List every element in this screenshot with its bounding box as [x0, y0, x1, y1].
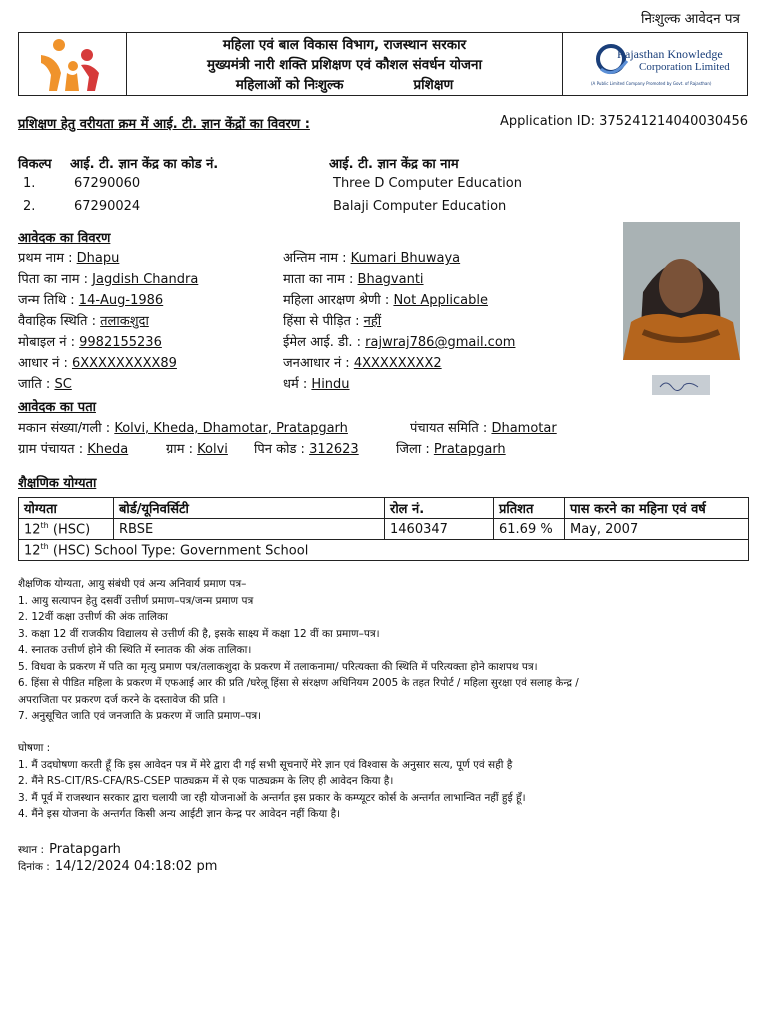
aadhar-value: 6XXXXXXXXX89	[71, 356, 177, 371]
list-item: 2. मैंने RS-CIT/RS-CFA/RS-CSEP पाठ्यक्रम में से एक पाठ्यक्रम के लिए ही आवेदन किया है।	[18, 775, 394, 787]
mother-label: माता का नाम :	[283, 272, 354, 287]
signature-icon	[652, 375, 710, 395]
centre-row-1-no: 1.	[23, 176, 36, 191]
col-passing: पास करने का महिना एवं वर्ष	[565, 498, 749, 519]
qualification-cell: 12th (HSC)	[19, 519, 114, 540]
form-type-title: निःशुल्क आवेदन पत्र	[640, 11, 740, 27]
header-titles	[127, 35, 562, 95]
caste-value: SC	[54, 377, 72, 392]
village-row	[166, 439, 228, 457]
school-type-cell: 12th (HSC) School Type: Government School	[19, 540, 749, 561]
district-row	[396, 439, 506, 457]
place-label: स्थान :	[18, 844, 45, 856]
gp-row	[18, 439, 128, 457]
first-name-row	[18, 248, 119, 266]
marital-label: वैवाहिक स्थिति :	[18, 314, 96, 329]
header-line-3a: महिलाओं को निःशुल्क	[235, 77, 344, 93]
centre-row-1-name: Three D Computer Education	[333, 176, 522, 191]
date-value: 14/12/2024 04:18:02 pm	[54, 859, 218, 874]
percent-cell: 61.69 %	[494, 519, 565, 540]
centres-section-title: प्रशिक्षण हेतु वरीयता क्रम में आई. टी. ज्ञान केंद्रों का विवरण :	[18, 117, 310, 132]
person-photo-icon	[623, 222, 740, 360]
email-value: rajwraj786@gmail.com	[365, 335, 516, 350]
email-label: ईमेल आई. डी. :	[283, 335, 362, 350]
rkcl-name-line-1: Rajasthan Knowledge	[617, 47, 723, 61]
col-roll: रोल नं.	[385, 498, 494, 519]
application-id: Application ID: 375241214040030456	[499, 114, 748, 129]
documents-intro: शैक्षणिक योग्यता, आयु संबंधी एवं अन्य अनिवार्य प्रमाण पत्र–	[18, 578, 247, 590]
pin-value: 312623	[309, 442, 359, 457]
centre-row-2-name: Balaji Computer Education	[333, 199, 507, 214]
religion-label: धर्म :	[283, 377, 308, 392]
wcd-logo-cell	[19, 33, 127, 95]
house-row	[18, 418, 348, 436]
janaadhar-label: जनआधार नं :	[283, 356, 350, 371]
dob-value: 14-Aug-1986	[78, 293, 164, 308]
education-table	[18, 497, 749, 561]
col-board: बोर्ड/यूनिवर्सिटी	[114, 498, 385, 519]
village-label: ग्राम :	[166, 442, 193, 457]
declaration-list	[18, 740, 526, 823]
marital-row	[18, 311, 149, 329]
col-name-header: आई. टी. ज्ञान केंद्र का नाम	[329, 157, 459, 172]
list-item: अपराजिता पर प्रकरण दर्ज करने के दस्तावेज की प्रति ।	[18, 693, 226, 706]
date-row	[18, 855, 217, 874]
last-name-value: Kumari Bhuwaya	[350, 251, 461, 266]
house-value: Kolvi, Kheda, Dhamotar, Pratapgarh	[114, 421, 348, 436]
last-name-label: अन्तिम नाम :	[283, 251, 347, 266]
mobile-value: 9982155236	[79, 335, 162, 350]
passing-cell: May, 2007	[565, 519, 749, 540]
reservation-row	[283, 290, 488, 308]
list-item: 4. मैंने इस योजना के अन्तर्गत किसी अन्य आईटी ज्ञान केन्द्र पर आवेदन नहीं किया है।	[18, 808, 341, 820]
mother-row	[283, 269, 424, 287]
list-item: 3. मैं पूर्व में राजस्थान सरकार द्वारा चलायी जा रही योजनाओं के अन्तर्गत इस प्रकार के कम्प्यूटर कोर्स के अन्तर्गत लाभान्वित नहीं हुई हूँ।	[18, 791, 526, 804]
father-row	[18, 269, 198, 287]
rkcl-name-line-2: Corporation Limited	[639, 61, 730, 73]
list-item: 1. आयु सत्यापन हेतु दसवीं उत्तीर्ण प्रमाण–पत्र/जन्म प्रमाण पत्र	[18, 594, 254, 607]
mother-value: Bhagvanti	[357, 272, 424, 287]
list-item: 7. अनुसूचित जाति एवं जनजाति के प्रकरण में जाति प्रमाण–पत्र।	[18, 710, 262, 722]
dob-label: जन्म तिथि :	[18, 293, 75, 308]
email-row	[283, 332, 515, 350]
dob-row	[18, 290, 163, 308]
header-line-2: मुख्यमंत्री नारी शक्ति प्रशिक्षण एवं कौशल संवर्धन योजना	[206, 57, 483, 73]
reservation-label: महिला आरक्षण श्रेणी :	[283, 293, 390, 308]
list-item: 6. हिंसा से पीडित महिला के प्रकरण में एफआई आर की प्रति /घरेलू हिंसा से संरक्षण अधिनियम 2005 के तहत रिपोर्ट / महिला सुरक्षा एवं सलाह केन्द्र /	[18, 677, 579, 689]
samiti-row	[410, 418, 557, 436]
col-qualification: योग्यता	[19, 498, 114, 519]
samiti-value: Dhamotar	[491, 421, 557, 436]
rkcl-tagline: (A Public Limited Company Promoted by Govt. of Rajasthan)	[591, 81, 712, 86]
applicant-photo	[623, 222, 740, 360]
first-name-value: Dhapu	[76, 251, 120, 266]
violence-row	[283, 311, 381, 329]
mobile-row	[18, 332, 162, 350]
col-code-header: आई. टी. ज्ञान केंद्र का कोड नं.	[70, 157, 219, 172]
applicant-heading: आवेदक का विवरण	[18, 231, 111, 246]
violence-value: नहीं	[363, 314, 382, 329]
date-label: दिनांक :	[18, 861, 50, 873]
list-item: 3. कक्षा 12 वीं राजकीय विद्यालय से उत्तीर्ण की है, इसके साक्ष्य में कक्षा 12 वीं का प्रमाण–पत्र।	[18, 627, 380, 640]
janaadhar-value: 4XXXXXXXX2	[353, 356, 442, 371]
pin-label: पिन कोड :	[254, 442, 305, 457]
header-box	[18, 32, 748, 96]
place-value: Pratapgarh	[49, 842, 121, 857]
aadhar-label: आधार नं :	[18, 356, 68, 371]
list-item: 2. 12वीं कक्षा उत्तीर्ण की अंक तालिका	[18, 611, 168, 623]
address-heading: आवेदक का पता	[18, 400, 96, 415]
house-label: मकान संख्या/गली :	[18, 421, 111, 436]
rkcl-logo-cell	[562, 33, 747, 95]
header-line-1: महिला एवं बाल विकास विभाग, राजस्थान सरकार	[222, 37, 467, 53]
education-heading: शैक्षणिक योग्यता	[18, 476, 97, 491]
gp-value: Kheda	[87, 442, 129, 457]
col-option-header: विकल्प	[18, 157, 52, 172]
centre-row-2-no: 2.	[23, 199, 36, 214]
janaadhar-row	[283, 353, 442, 371]
education-header-row	[19, 498, 749, 519]
centre-row-2-code: 67290024	[74, 199, 141, 214]
documents-list	[18, 576, 579, 725]
caste-label: जाति :	[18, 377, 51, 392]
pin-row	[254, 439, 359, 457]
mobile-label: मोबाइल नं :	[18, 335, 75, 350]
samiti-label: पंचायत समिति :	[410, 421, 488, 436]
applicant-signature	[652, 375, 710, 395]
board-cell: RBSE	[114, 519, 385, 540]
father-label: पिता का नाम :	[18, 272, 89, 287]
first-name-label: प्रथम नाम :	[18, 251, 73, 266]
religion-row	[283, 374, 350, 392]
last-name-row	[283, 248, 460, 266]
table-row	[19, 519, 749, 540]
district-value: Pratapgarh	[433, 442, 506, 457]
marital-value: तलाकशुदा	[100, 314, 149, 329]
list-item: 1. मैं उदघोषणा करती हूँ कि इस आवेदन पत्र में मेरे द्वारा दी गई सभी सूचनाऐं मेरे ज्ञान एवं विश्वास के अनुसार सत्य, पूर्ण एवं सही है	[18, 758, 513, 771]
declaration-heading: घोषणा :	[18, 742, 51, 754]
gp-label: ग्राम पंचायत :	[18, 442, 84, 457]
centre-row-1-code: 67290060	[74, 176, 141, 191]
list-item: 4. स्नातक उत्तीर्ण होने की स्थिति में स्नातक की अंक तालिका।	[18, 644, 252, 656]
village-value: Kolvi	[197, 442, 228, 457]
aadhar-row	[18, 353, 177, 371]
caste-row	[18, 374, 72, 392]
violence-label: हिंसा से पीड़ित :	[283, 314, 360, 329]
district-label: जिला :	[396, 442, 430, 457]
list-item: 5. विधवा के प्रकरण में पति का मृत्यु प्रमाण पत्र/तलाकशुदा के प्रकरण में तलाकनामा/ परित्यक्ता की स्थिति में परित्यक्ता होने काशपथ पत्र।	[18, 660, 538, 673]
header-line-3b: प्रशिक्षण	[413, 77, 454, 93]
religion-value: Hindu	[311, 377, 350, 392]
father-value: Jagdish Chandra	[92, 272, 199, 287]
reservation-value: Not Applicable	[393, 293, 488, 308]
school-type-row	[19, 540, 749, 561]
roll-cell: 1460347	[385, 519, 494, 540]
col-percent: प्रतिशत	[494, 498, 565, 519]
wcd-logo-icon	[19, 33, 126, 95]
